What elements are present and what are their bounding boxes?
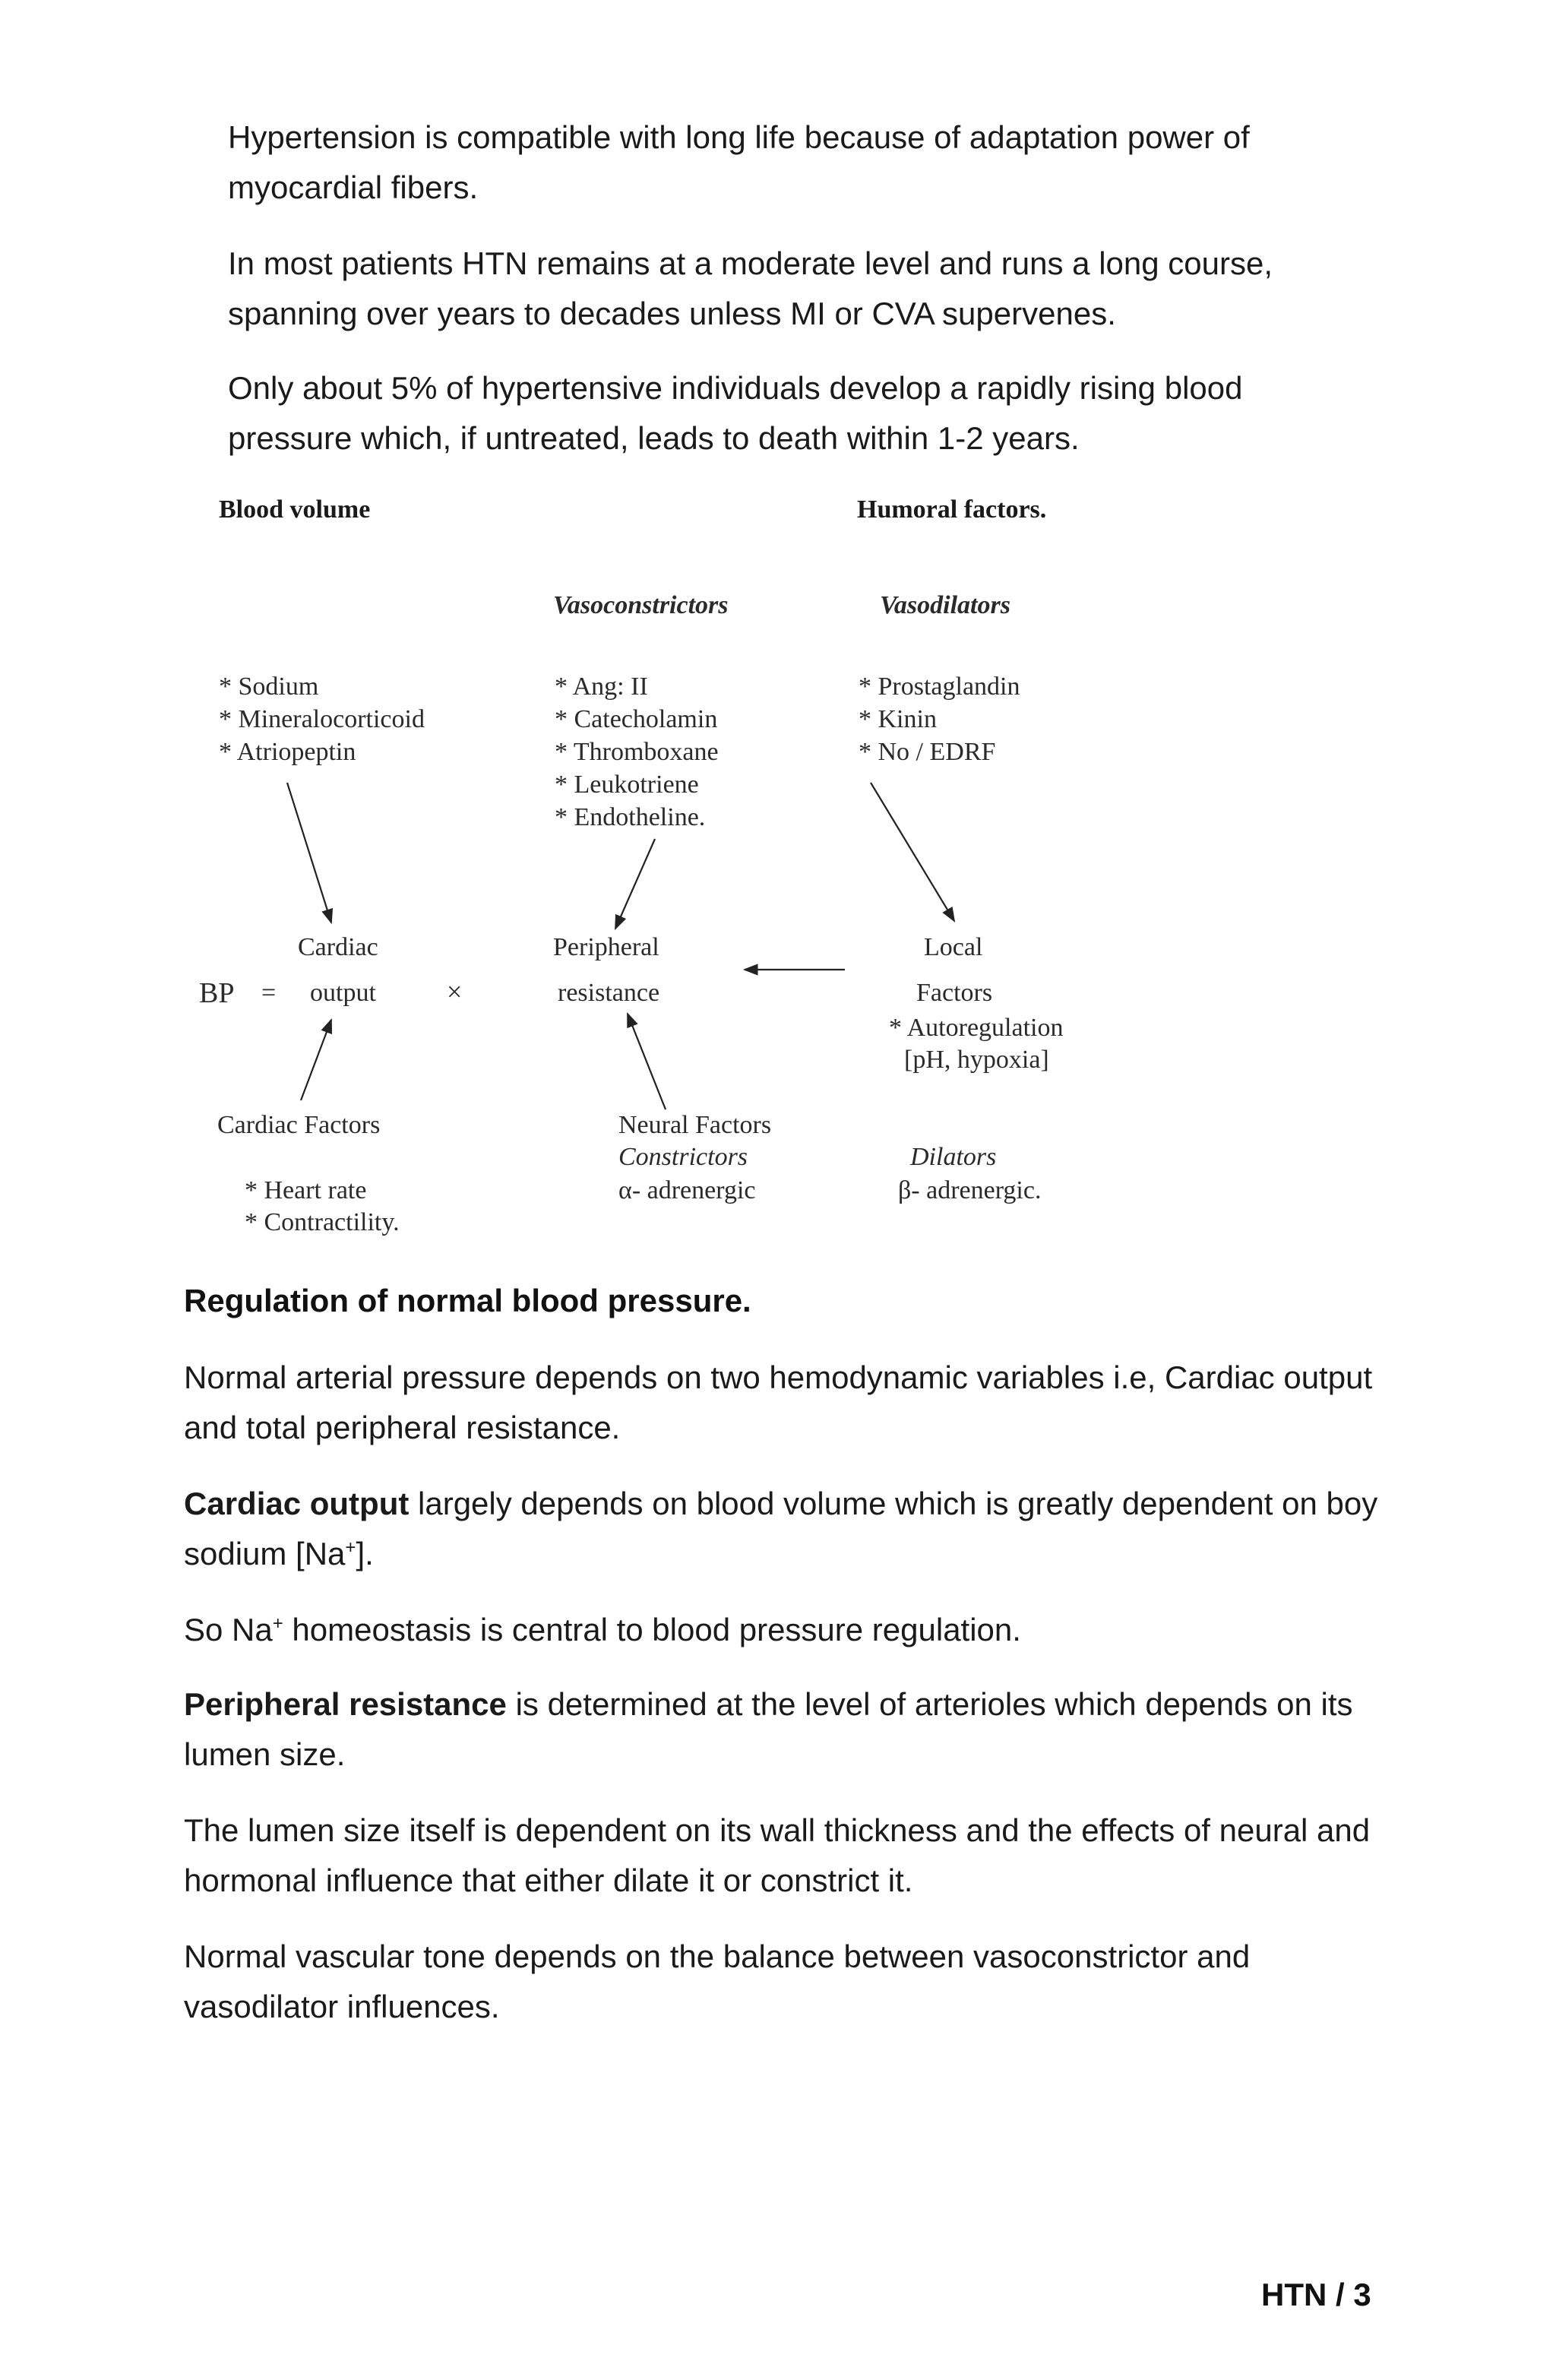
- arrow-cardiac-factors-to-output: [301, 1020, 331, 1100]
- regulation-paragraph-4: Peripheral resistance is determined at the level of arterioles which depends on its lumen size.: [184, 1686, 1353, 1772]
- arrow-neural-factors-to-resistance: [628, 1014, 666, 1109]
- bp-label: BP: [199, 977, 235, 1009]
- list-item: * No / EDRF: [859, 738, 996, 766]
- output-label: output: [310, 979, 376, 1007]
- list-item: * Atriopeptin: [219, 738, 356, 766]
- regulation-paragraph-5: The lumen size itself is dependent on its wall thickness and the effects of neural and hormonal influence that either dilate it or constrict it.: [184, 1812, 1371, 1898]
- blood-volume-title: Blood volume: [219, 495, 371, 524]
- humoral-factors-title: Humoral factors.: [857, 495, 1047, 524]
- times-sign: ×: [447, 976, 463, 1007]
- list-item: * Endotheline.: [555, 803, 706, 831]
- contractility-label: * Contractility.: [245, 1208, 400, 1236]
- arrow-vasodilators-to-local-factors: [871, 783, 954, 921]
- list-item: * Thromboxane: [555, 738, 719, 766]
- cardiac-label: Cardiac: [298, 933, 378, 961]
- vasodilators-title: Vasodilators: [880, 591, 1010, 619]
- regulation-paragraph-3: So Na+ homeostasis is central to blood pressure regulation.: [184, 1612, 1021, 1647]
- neural-factors-label: Neural Factors: [618, 1111, 772, 1139]
- regulation-paragraph-2: Cardiac output largely depends on blood volume which is greatly dependent on boy sodium [Na+].: [184, 1486, 1378, 1571]
- peripheral-resistance-term: Peripheral resistance: [184, 1686, 507, 1722]
- regulation-paragraph-6: Normal vascular tone depends on the balance between vasoconstrictor and vasodilator influences.: [184, 1938, 1251, 2024]
- intro-paragraph-2: In most patients HTN remains at a moderate level and runs a long course, spanning over years to decades unless MI or CVA supervenes.: [228, 245, 1273, 331]
- list-item: * Leukotriene: [555, 771, 699, 799]
- page-footer: HTN / 3: [1261, 2277, 1371, 2312]
- list-item: * Ang: II: [555, 673, 648, 701]
- arrow-blood-volume-to-cardiac-output: [287, 783, 331, 923]
- cardiac-output-term: Cardiac output: [184, 1486, 410, 1521]
- constrictors-label: Constrictors: [618, 1143, 748, 1171]
- dilators-label: Dilators: [910, 1143, 997, 1171]
- list-item: * Catecholamin: [555, 705, 718, 733]
- heart-rate-label: * Heart rate: [245, 1176, 367, 1204]
- arrow-vasoconstrictors-to-resistance: [615, 839, 655, 929]
- equals-sign: =: [261, 979, 277, 1007]
- intro-paragraph-1: Hypertension is compatible with long life because of adaptation power of myocardial fibers.: [228, 119, 1250, 205]
- alpha-adrenergic-label: α- adrenergic: [618, 1176, 756, 1204]
- list-item: * Prostaglandin: [859, 673, 1020, 701]
- regulation-heading: Regulation of normal blood pressure.: [184, 1283, 751, 1318]
- list-item: * Mineralocorticoid: [219, 705, 425, 733]
- autoregulation-label: * Autoregulation: [889, 1014, 1064, 1042]
- cardiac-factors-label: Cardiac Factors: [217, 1111, 381, 1139]
- factors-label: Factors: [916, 979, 993, 1007]
- local-label: Local: [924, 933, 983, 961]
- vasoconstrictors-title: Vasoconstrictors: [553, 591, 729, 619]
- resistance-label: resistance: [558, 979, 660, 1007]
- list-item: * Kinin: [859, 705, 937, 733]
- peripheral-label: Peripheral: [553, 933, 659, 961]
- beta-adrenergic-label: β- adrenergic.: [898, 1176, 1042, 1204]
- intro-paragraph-3: Only about 5% of hypertensive individuals develop a rapidly rising blood pressure which, if untreated, leads to death within 1-2 years.: [228, 370, 1243, 456]
- regulation-paragraph-1: Normal arterial pressure depends on two hemodynamic variables i.e, Cardiac output and total peripheral resistance.: [184, 1359, 1373, 1445]
- ph-hypoxia-label: [pH, hypoxia]: [904, 1046, 1049, 1074]
- list-item: * Sodium: [219, 673, 319, 701]
